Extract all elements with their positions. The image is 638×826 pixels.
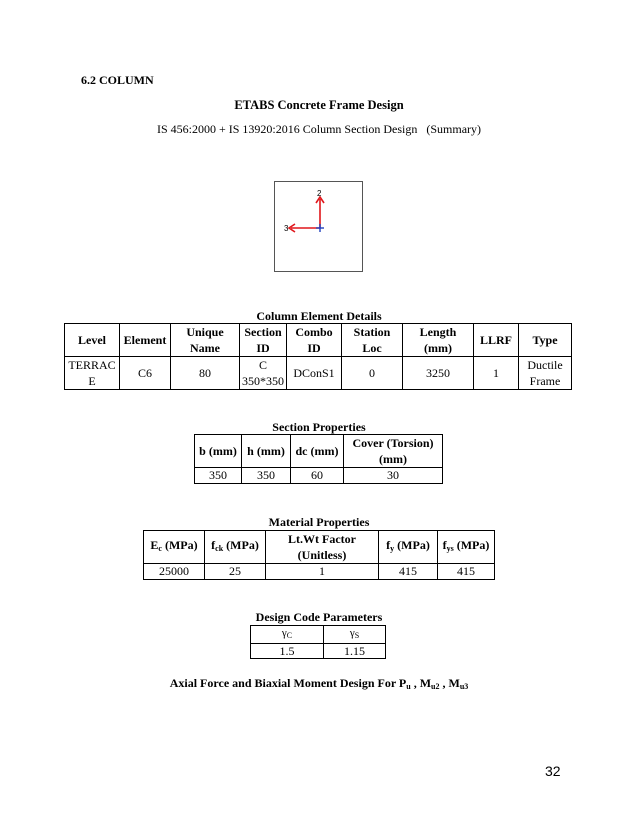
- header-fy: $f_y$ (MPa): [379, 531, 438, 564]
- cell-fy: 415: [379, 564, 438, 580]
- section-properties-table: [194, 434, 443, 484]
- material-properties-caption: Material Properties: [268, 515, 370, 529]
- cell-fys: 415: [438, 564, 495, 580]
- cell-fck: 25: [205, 564, 266, 580]
- header-station-loc: Station Loc: [342, 324, 403, 357]
- design-code-table: [250, 625, 386, 659]
- section-properties-caption: Section Properties: [272, 420, 366, 434]
- header-level: Level: [65, 324, 120, 357]
- header-unique-name: Unique Name: [171, 324, 240, 357]
- header-combo-id: Combo ID: [287, 324, 342, 357]
- axis-diagram: [274, 181, 363, 272]
- header-cover-torsion: Cover (Torsion) (mm): [344, 435, 443, 468]
- cell-combo-id: DConS1: [287, 357, 342, 390]
- cell-ltwt-factor: 1: [266, 564, 379, 580]
- cell-level: TERRACE: [65, 357, 120, 390]
- cell-length: 3250: [403, 357, 474, 390]
- header-length: Length (mm): [403, 324, 474, 357]
- cell-ec: 25000: [144, 564, 205, 580]
- header-h: h (mm): [242, 435, 291, 468]
- cell-dc: 60: [291, 468, 344, 484]
- header-fys: $f_{ys}$ (MPa): [438, 531, 495, 564]
- axis-3-label: 3: [284, 224, 289, 233]
- table-row: [251, 644, 386, 659]
- axial-force-heading: Axial Force and Biaxial Moment Design For $P_u$ , $M_{u2}$ , $M_{u3}$: [169, 676, 469, 691]
- table-row: [195, 468, 443, 484]
- column-details-caption: Column Element Details: [256, 309, 382, 323]
- table-row: [144, 564, 495, 580]
- header-fck: $f_{ck}$ (MPa): [205, 531, 266, 564]
- table-header-row: [195, 435, 443, 468]
- header-section-id: Section ID: [240, 324, 287, 357]
- cell-gamma-c: 1.5: [251, 644, 324, 659]
- cell-gamma-s: 1.15: [324, 644, 386, 659]
- header-dc: dc (mm): [291, 435, 344, 468]
- header-ec: $E_c$ (MPa): [144, 531, 205, 564]
- page-subtitle: IS 456:2000 + IS 13920:2016 Column Section Design (Summary): [156, 122, 482, 136]
- cell-station-loc: 0: [342, 357, 403, 390]
- header-ltwt-factor: Lt.Wt Factor (Unitless): [266, 531, 379, 564]
- cell-h: 350: [242, 468, 291, 484]
- axis-2-label: 2: [317, 189, 322, 198]
- header-gamma-c: $\gamma_C$: [251, 626, 324, 644]
- page-title: ETABS Concrete Frame Design: [234, 98, 404, 112]
- table-row: [65, 357, 572, 390]
- header-type: Type: [519, 324, 572, 357]
- table-header-row: [251, 626, 386, 644]
- cell-cover: 30: [344, 468, 443, 484]
- cell-type: Ductile Frame: [519, 357, 572, 390]
- material-properties-table: [143, 530, 495, 580]
- cell-section-id: C 350*350: [240, 357, 287, 390]
- column-details-table: [64, 323, 572, 390]
- header-gamma-s: $\gamma_S$: [324, 626, 386, 644]
- header-llrf: LLRF: [474, 324, 519, 357]
- header-b: b (mm): [195, 435, 242, 468]
- table-header-row: [144, 531, 495, 564]
- cell-b: 350: [195, 468, 242, 484]
- axis-diagram-svg: [275, 182, 364, 273]
- header-element: Element: [120, 324, 171, 357]
- cell-element: C6: [120, 357, 171, 390]
- page-number: 32: [545, 763, 561, 779]
- table-header-row: [65, 324, 572, 357]
- cell-llrf: 1: [474, 357, 519, 390]
- cell-unique-name: 80: [171, 357, 240, 390]
- design-code-caption: Design Code Parameters: [255, 610, 383, 624]
- section-heading: 6.2 COLUMN: [81, 73, 154, 87]
